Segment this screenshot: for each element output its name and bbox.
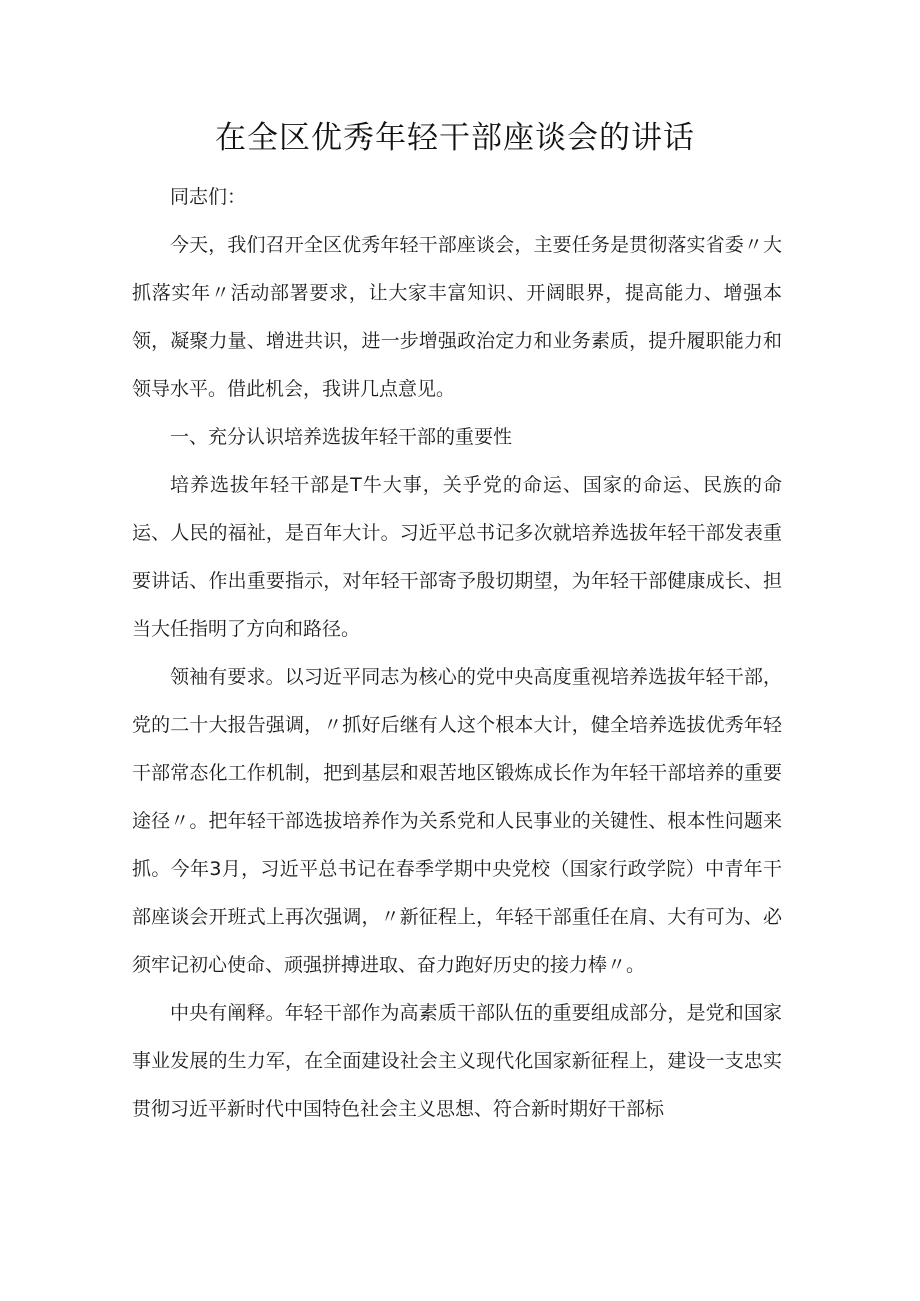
paragraph-importance: 培养选拔年轻干部是T牛大事，关乎党的命运、国家的命运、民族的命运、人民的福祉，是百年大计。习近平总书记多次就培养选拔年轻干部发表重要讲话、作出重要指示，对年轻干部寄予殷切期望，为年轻干部健康成长、担当大任指明了方向和路径。	[132, 474, 782, 640]
section-heading-1: 一、充分认识培养选拔年轻干部的重要性	[170, 426, 513, 448]
paragraph-central-explanation: 中央有阐释。年轻干部作为高素质干部队伍的重要组成部分，是党和国家事业发展的生力军，在全面建设社会主义现代化国家新征程上，建设一支忠实贯彻习近平新时代中国特色社会主义思想、符合新时期好干部标	[132, 1002, 782, 1120]
document-title: 在全区优秀年轻干部座谈会的讲话	[215, 120, 695, 156]
salutation: 同志们：	[170, 186, 247, 208]
paragraph-intro: 今天，我们召开全区优秀年轻干部座谈会，主要任务是贯彻落实省委〃大抓落实年〃活动部署要求，让大家丰富知识、开阔眼界，提高能力、增强本领，凝聚力量、增进共识，进一步增强政治定力和业务素质，提升履职能力和领导水平。借此机会，我讲几点意见。	[132, 234, 782, 400]
document-body	[132, 173, 782, 1133]
paragraph-leader-requirements: 领袖有要求。以习近平同志为核心的党中央高度重视培养选拔年轻干部，党的二十大报告强调，〃抓好后继有人这个根本大计，健全培养选拔优秀年轻干部常态化工作机制，把到基层和艰苦地区锻炼成长作为年轻干部培养的重要途径〃。把年轻干部选拔培养作为关系党和人民事业的关键性、根本性问题来抓。今年3月，习近平总书记在春季学期中央党校（国家行政学院）中青年干部座谈会开班式上再次强调，〃新征程上，年轻干部重任在肩、大有可为、必须牢记初心使命、顽强拼搏进取、奋力跑好历史的接力棒〃。	[132, 666, 782, 976]
